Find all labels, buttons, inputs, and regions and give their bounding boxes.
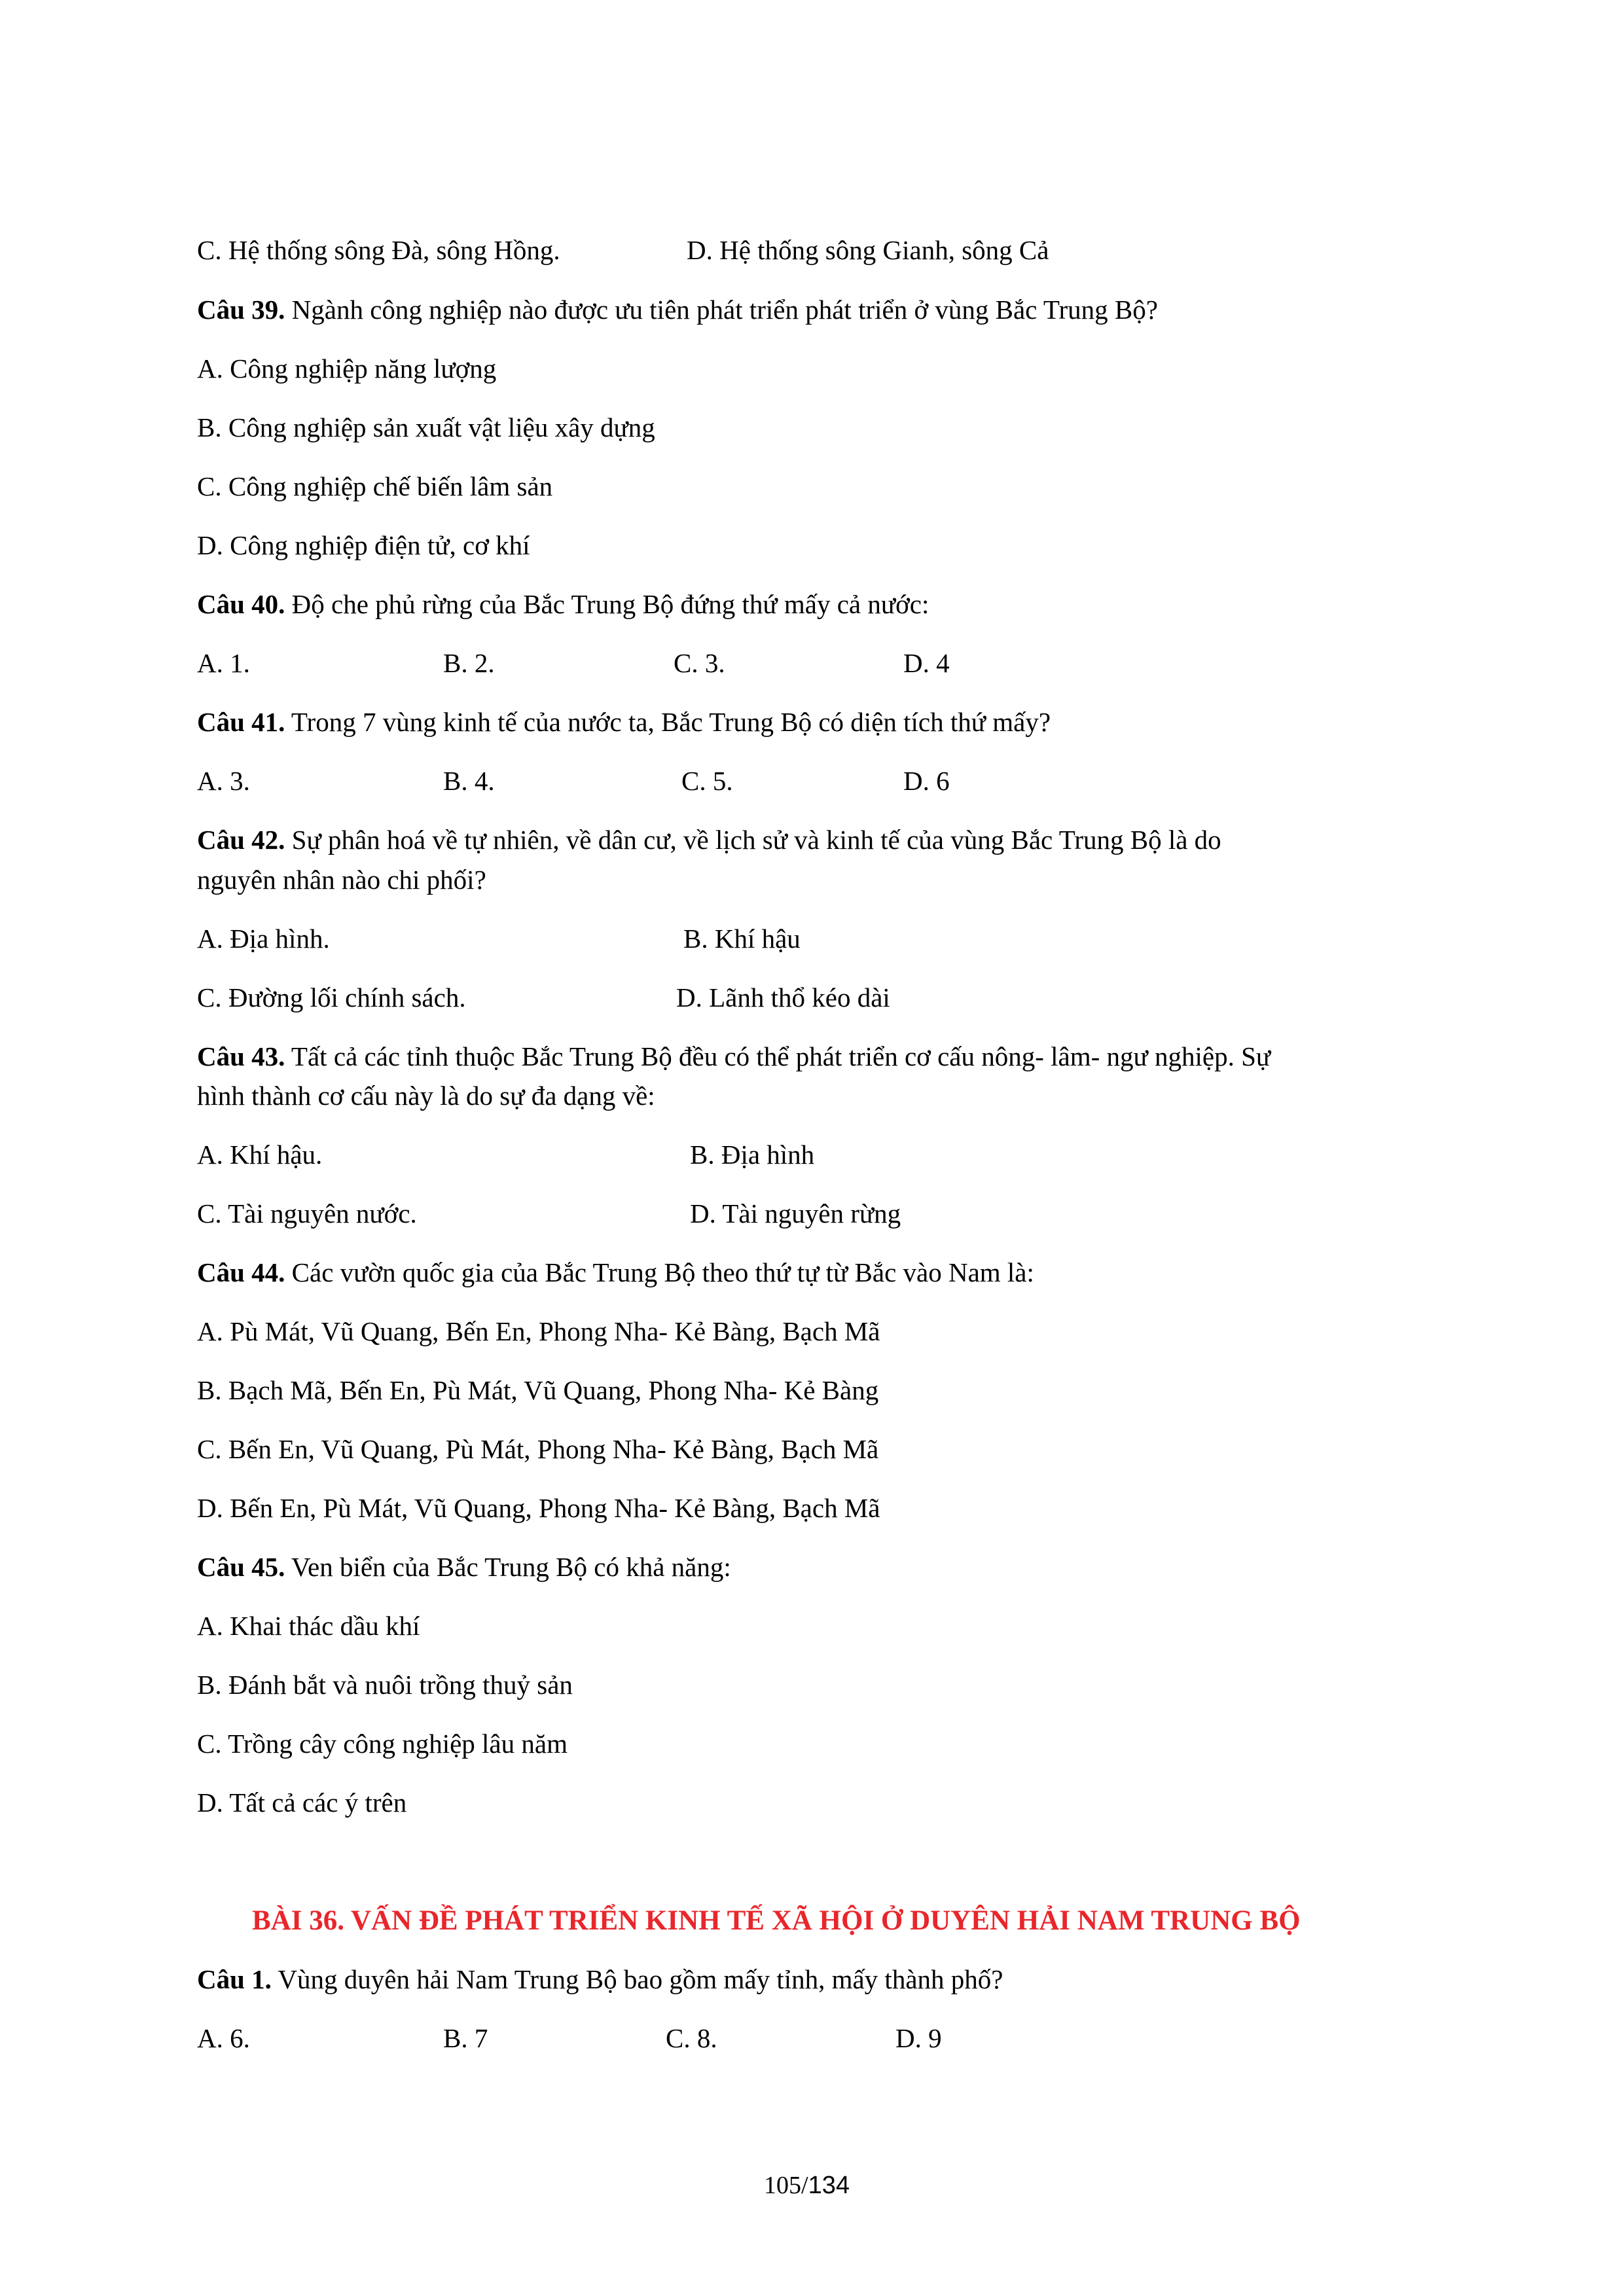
question-number: Câu 39. <box>197 295 285 325</box>
q45-option-c: C. Trồng cây công nghiệp lâu năm <box>197 1729 568 1759</box>
q45-option-b: B. Đánh bắt và nuôi trồng thuỷ sản <box>197 1670 573 1700</box>
q44-option-b: B. Bạch Mã, Bến En, Pù Mát, Vũ Quang, Phong Nha- Kẻ Bàng <box>197 1375 879 1405</box>
q39-option-a: A. Công nghiệp năng lượng <box>197 353 497 384</box>
question-40 <box>197 588 929 620</box>
question-number: Câu 41. <box>197 707 285 737</box>
prev-option-c: C. Hệ thống sông Đà, sông Hồng. <box>197 235 560 265</box>
q42-option-a: A. Địa hình. <box>197 924 330 954</box>
q40-option-a: A. 1. <box>197 648 250 678</box>
q39-option-c: C. Công nghiệp chế biến lâm sản <box>197 471 553 501</box>
page-number <box>764 2171 850 2200</box>
s36-q1-option-b: B. 7 <box>443 2023 488 2053</box>
q40-option-c: C. 3. <box>674 648 725 678</box>
q44-option-d: D. Bến En, Pù Mát, Vũ Quang, Phong Nha- Kẻ Bàng, Bạch Mã <box>197 1493 880 1523</box>
s36-q1-option-c: C. 8. <box>666 2023 717 2053</box>
question-42 <box>197 823 1221 856</box>
q39-option-b: B. Công nghiệp sản xuất vật liệu xây dựng <box>197 412 655 442</box>
question-number: Câu 1. <box>197 1964 272 1994</box>
question-number: Câu 44. <box>197 1257 285 1287</box>
question-41 <box>197 706 1051 738</box>
q42-option-d: D. Lãnh thổ kéo dài <box>676 982 890 1013</box>
question-number: Câu 45. <box>197 1552 285 1582</box>
question-text: Vùng duyên hải Nam Trung Bộ bao gồm mấy tỉnh, mấy thành phố? <box>271 1964 1003 1994</box>
q45-option-d: D. Tất cả các ý trên <box>197 1787 407 1818</box>
question-39 <box>197 293 1158 326</box>
page-total: 134 <box>808 2172 850 2199</box>
section-title: BÀI 36. VẤN ĐỀ PHÁT TRIỂN KINH TẾ XÃ HỘI Ở DUYÊN HẢI NAM TRUNG BỘ <box>252 1905 1301 1936</box>
question-number: Câu 40. <box>197 589 285 619</box>
question-44 <box>197 1256 1034 1289</box>
question-text: Trong 7 vùng kinh tế của nước ta, Bắc Trung Bộ có diện tích thứ mấy? <box>285 707 1051 737</box>
q41-option-d: D. 6 <box>903 766 950 796</box>
page-current: 105/ <box>764 2172 808 2199</box>
question-text: Sự phân hoá về tự nhiên, về dân cư, về lịch sử và kinh tế của vùng Bắc Trung Bộ là do <box>285 825 1221 855</box>
q42-option-c: C. Đường lối chính sách. <box>197 982 466 1013</box>
q44-option-a: A. Pù Mát, Vũ Quang, Bến En, Phong Nha- Kẻ Bàng, Bạch Mã <box>197 1316 880 1346</box>
question-number: Câu 43. <box>197 1041 285 1071</box>
q43-option-b: B. Địa hình <box>690 1139 815 1170</box>
q42-option-b: B. Khí hậu <box>683 924 801 954</box>
q44-option-c: C. Bến En, Vũ Quang, Pù Mát, Phong Nha- Kẻ Bàng, Bạch Mã <box>197 1434 879 1464</box>
q40-option-b: B. 2. <box>443 648 495 678</box>
q39-option-d: D. Công nghiệp điện tử, cơ khí <box>197 530 530 560</box>
question-text: Ven biển của Bắc Trung Bộ có khả năng: <box>285 1552 731 1582</box>
q43-option-d: D. Tài nguyên rừng <box>690 1198 901 1229</box>
question-text: Các vườn quốc gia của Bắc Trung Bộ theo thứ tự từ Bắc vào Nam là: <box>285 1257 1034 1287</box>
q43-option-a: A. Khí hậu. <box>197 1139 323 1170</box>
prev-option-d: D. Hệ thống sông Gianh, sông Cả <box>687 235 1049 265</box>
s36-question-1 <box>197 1963 1003 1996</box>
q41-option-b: B. 4. <box>443 766 495 796</box>
question-text: Độ che phủ rừng của Bắc Trung Bộ đứng thứ mấy cả nước: <box>285 589 929 619</box>
q41-option-a: A. 3. <box>197 766 250 796</box>
question-number: Câu 42. <box>197 825 285 855</box>
question-45 <box>197 1551 731 1583</box>
question-text: Tất cả các tỉnh thuộc Bắc Trung Bộ đều có thể phát triển cơ cấu nông- lâm- ngư nghiệp. Sự <box>285 1041 1271 1071</box>
s36-q1-option-d: D. 9 <box>895 2023 942 2053</box>
q41-option-c: C. 5. <box>681 766 733 796</box>
q40-option-d: D. 4 <box>903 648 950 678</box>
question-42-line2: nguyên nhân nào chi phối? <box>197 865 486 895</box>
q43-option-c: C. Tài nguyên nước. <box>197 1198 417 1229</box>
question-text: Ngành công nghiệp nào được ưu tiên phát triển phát triển ở vùng Bắc Trung Bộ? <box>285 295 1158 325</box>
s36-q1-option-a: A. 6. <box>197 2023 250 2053</box>
question-43 <box>197 1040 1271 1073</box>
question-43-line2: hình thành cơ cấu này là do sự đa dạng về: <box>197 1081 655 1111</box>
q45-option-a: A. Khai thác dầu khí <box>197 1611 420 1641</box>
